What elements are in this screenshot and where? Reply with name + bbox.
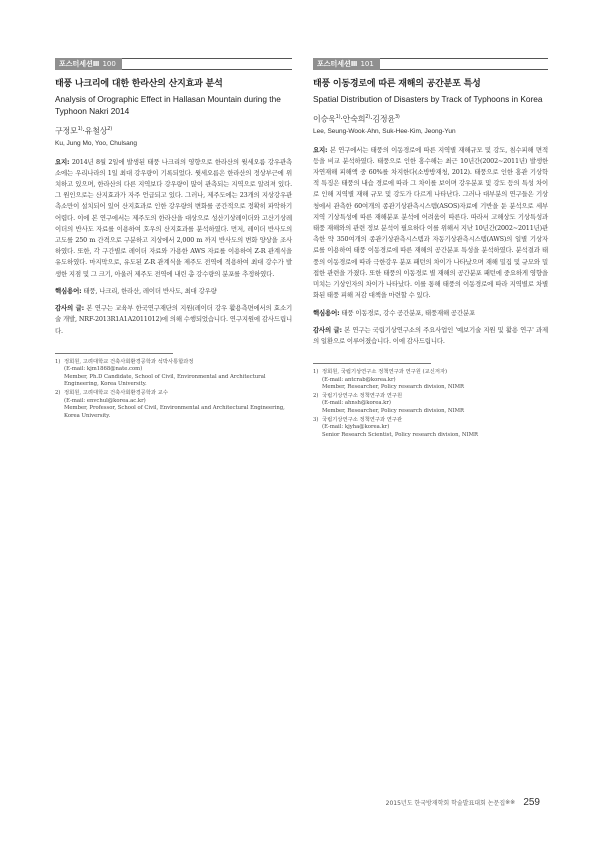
author-footnote-ref: 1) xyxy=(335,114,341,120)
footnote-line: (E-mail: kjyha@korea.kr) xyxy=(322,424,390,431)
author-footnote-ref: 2) xyxy=(107,126,112,132)
abstract xyxy=(313,145,548,302)
session-label: 포스터세션Ⅲ xyxy=(59,60,100,68)
article-100 xyxy=(55,58,292,421)
footnote-line: Member, Researcher, Policy research division, NIMR xyxy=(322,384,465,391)
footnote xyxy=(313,369,548,392)
session-number: 101 xyxy=(360,60,374,68)
proceedings-title: 2015년도 한국방재학회 학술발표대회 논문집 xyxy=(385,800,506,807)
footnote-number: 2) xyxy=(313,392,319,399)
author-name: 구정모 xyxy=(55,126,78,136)
acknowledgement xyxy=(313,325,548,347)
authors-korean xyxy=(313,112,548,125)
footnote-line: 국립기상연구소 정책연구과 연구관 xyxy=(322,416,403,423)
footnote-divider xyxy=(313,363,431,364)
footer-marker: ※※ xyxy=(505,799,516,806)
authors-korean xyxy=(55,124,292,137)
footnote-number: 3) xyxy=(313,416,319,423)
footnote-line: Member, Professor, School of Civil, Environmental and Architectural Engineering, Korea University. xyxy=(64,405,285,419)
session-number: 100 xyxy=(102,60,116,68)
session-header xyxy=(313,58,548,70)
page-footer xyxy=(386,792,540,811)
footnote xyxy=(313,393,548,416)
abstract-text: 본 연구에서는 태풍의 이동경로에 따른 지역별 재해규모 및 강도, 침수피해 면적 등을 비교 분석하였다. 태풍으로 인한 홍수해는 최근 10년간(2002∼2011년) 발생한 자연재해 피해액 중 60%를 차지한다(소방방재청, 2012). 태풍으로 인한 홍관 기상학적 특징은 태풍의 내습 경로에 따라 그 차이를 보이며 강우분포 및 강도 등의 특성 차이로 인해 지역별 재해 규모 및 강도가 다르게 나타난다. 그러나 대부분의 연구들은 기상청에서 관측한 60여개의 종관기상관측시스템(ASOS)자료에 기반을 둔 분석으로 세부지역 기상특성에 따른 재해분포 분석에 어려움이 따른다. 따라서 고해상도 기상특성과 태풍 재해와의 관련 정보 분석이 필요하다 이를 위해서 지난 10년간(2002∼2011년)관측한 약 350여개의 종관기상관측시스템과 자동기상관측시스템(AWS)의 일별 기상자료를 이용하여 태풍 이동경로에 따른 재해의 공간분포 특성을 분석하였다. 분석결과 태풍의 이동경로에 따라 극한강우 분포 패턴의 차이가 나타났으며 재해 밀집 및 규모와 밀접한 관련을 가졌다. 또한 태풍의 이동경로 별 재해의 공간분포 패턴에 중요하게 영향을 미치는 기상인자의 차이가 나타났다. 이를 통해 태풍의 이동경로에 따라 지역별로 차별화된 태풍 피해 저감 대책을 마련할 수 있다. xyxy=(313,145,548,300)
keywords-label: 핵심용어: xyxy=(313,308,340,317)
ack-label: 감사의 글: xyxy=(55,304,85,313)
keywords xyxy=(313,308,548,319)
session-tab xyxy=(313,58,380,70)
footnotes xyxy=(313,369,548,439)
title-english: Analysis of Orographic Effect in Hallasan Mountain during the Typhoon Nakri 2014 xyxy=(55,94,281,116)
footnote-number: 1) xyxy=(313,369,319,376)
footnote-line: 정회원, 고려대학교 건축사회환경공학과 석박사통합과정 xyxy=(64,358,194,365)
session-tab xyxy=(55,58,122,70)
abstract-label: 요지: xyxy=(313,145,328,154)
author-footnote-ref: 2) xyxy=(365,114,370,120)
author-footnote-ref: 1) xyxy=(77,126,83,132)
footnote-line: 정회원, 국립기상연구소 정책연구과 연구원 (교신저자) xyxy=(322,369,448,376)
keywords-text: 태풍 이동경로, 강수 공간분포, 태풍재해 공간분포 xyxy=(341,308,476,317)
abstract xyxy=(55,157,292,280)
author-separator: · xyxy=(370,114,373,124)
footnote xyxy=(55,359,292,389)
title-korean: 태풍 이동경로에 따른 재해의 공간분포 특성 xyxy=(313,79,481,89)
author-separator: · xyxy=(82,126,85,136)
keywords-label: 핵심용어: xyxy=(55,286,82,295)
author-name: 김정윤 xyxy=(372,114,395,124)
footnote-number: 2) xyxy=(55,390,61,397)
title-korean: 태풍 나크리에 대한 한라산의 산지효과 분석 xyxy=(55,79,223,89)
ack-text: 본 연구는 국립기상연구소의 주요사업인 '예보기술 지원 및 활용 연구' 과제의 일환으로 이루어졌습니다. 이에 감사드립니다. xyxy=(313,325,548,345)
footnote-line: (E-mail: envchul@korea.ac.kr) xyxy=(64,397,146,404)
title-english: Spatial Distribution of Disasters by Track of Typhoons in Korea xyxy=(313,94,543,104)
footnote-line: (E-mail: kjm1868@nate.com) xyxy=(64,366,143,373)
keywords-text: 태풍, 나크리, 한라산, 레이더 반사도, 최대 강우량 xyxy=(83,286,217,295)
authors-english: Ku, Jung Mo, Yoo, Chulsang xyxy=(55,139,138,147)
footnote-line: (E-mail: ahnsh@korea.kr) xyxy=(322,400,391,407)
footnote-line: (E-mail: antcrab@korea.kr) xyxy=(322,376,396,383)
footnote-line: 정회원, 고려대학교 건축사회환경공학과 교수 xyxy=(64,390,168,397)
footnote-divider xyxy=(55,353,173,354)
acknowledgement xyxy=(55,303,292,337)
footnote-line: 국립기상연구소 정책연구과 연구원 xyxy=(322,392,403,399)
keywords xyxy=(55,286,292,297)
footnote-line: Member, Ph.D Candidate, School of Civil, Environmental and Architectural Engineering, Korea University. xyxy=(64,373,266,388)
session-label: 포스터세션Ⅲ xyxy=(317,60,358,68)
abstract-label: 요지: xyxy=(55,157,70,166)
footnote-number: 1) xyxy=(55,358,61,365)
footnotes xyxy=(55,359,292,421)
abstract-text: 2014년 8월 2일에 발생된 태풍 나크리의 영향으로 한라산의 윗세오름 강우관측소에는 우리나라의 1일 최대 강우량이 기록되었다. 윗세오름은 한라산의 정상부근에 위치하고 있으며, 한라산의 다른 지역보다 강우량이 많이 관측되는 지역으로 알려져 있다. 그 원인으로는 산지효과가 자주 언급되고 있다. 그러나, 제주도에는 23개의 지상강우관측소만이 설치되어 있어 산지효과로 인한 강우량의 변화를 공간적으로 정확히 파악하기 어렵다. 이에 본 연구에서는 제주도의 한라산을 대상으로 성산기상레이더와 고산기상레이더의 반사도 자료를 이용하여 호우의 산지효과를 분석하였다. 먼저, 레이더 반사도의 고도를 250 m 간격으로 구분하고 지상에서 2,000 m 까지 반사도의 변화 양상을 조사하였다. 또한, 각 구간별로 레이더 자료와 가용한 AWS 자료를 이용하여 Z-R 관계식을 유도하였다. 마지막으로, 유도된 Z-R 관계식을 제주도 전역에 적용하여 최대 강수가 발생한 지점 및 그 크기, 아울러 제주도 전역에 내린 총 강수량의 분포를 추정하였다. xyxy=(55,157,292,278)
session-header xyxy=(55,58,292,70)
author-footnote-ref: 3) xyxy=(394,114,400,120)
author-name: 안숙희 xyxy=(342,114,366,124)
article-101 xyxy=(313,58,548,440)
footnote xyxy=(313,417,548,440)
page-number: 259 xyxy=(523,797,540,808)
footnote-line: Member, Researcher, Policy research division, NIMR xyxy=(322,408,465,415)
author-name: 유철상 xyxy=(84,126,108,136)
footnote-line: Senior Research Scientist, Policy research division, NIMR xyxy=(322,431,479,438)
ack-text: 본 연구는 교육부 한국연구재단의 지원(레이더 강우 활용측면에서의 효소기술 개발, NRF-2013R1A1A2011012)에 의해 수행되었습니다. 연구지원에 감사드립니다. xyxy=(55,304,292,335)
ack-label: 감사의 글: xyxy=(313,325,342,334)
authors-english: Lee, Seung-Wook·Ahn, Suk-Hee·Kim, Jeong-Yun xyxy=(313,127,456,135)
author-separator: · xyxy=(340,114,343,124)
author-name: 이승욱 xyxy=(313,114,336,124)
footnote xyxy=(55,390,292,420)
